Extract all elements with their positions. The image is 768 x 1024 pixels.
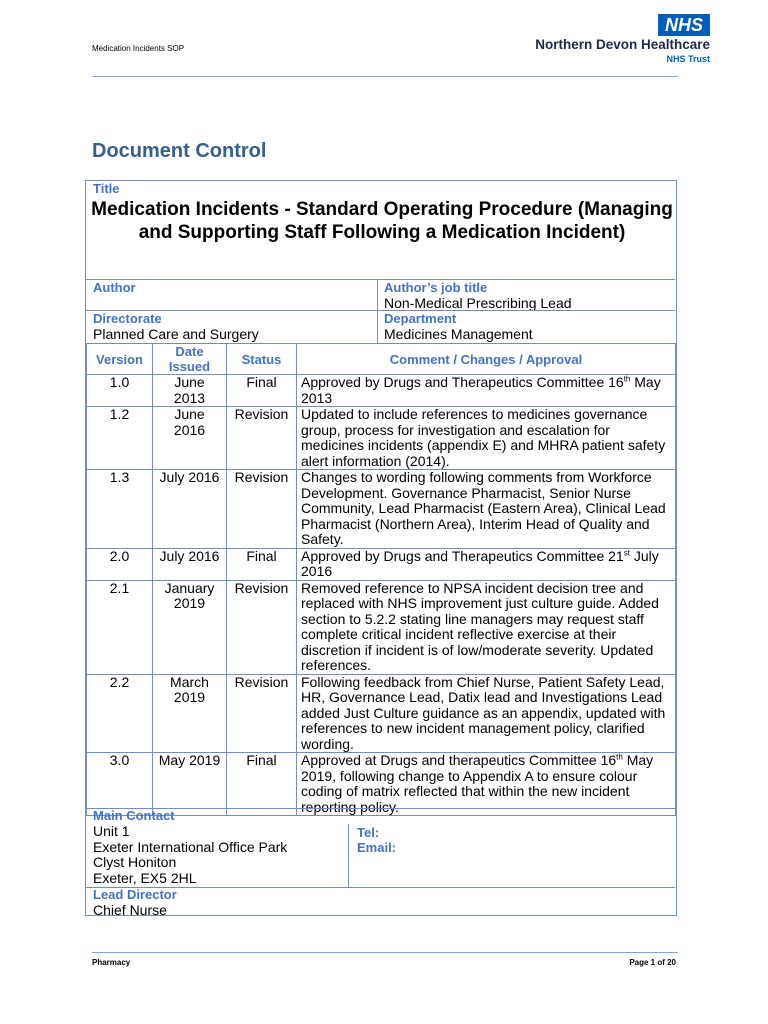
tel-label: Tel: <box>357 825 380 840</box>
footer-divider <box>92 952 678 953</box>
divider <box>86 279 675 280</box>
version-cell: 2.1 <box>87 580 153 674</box>
version-cell: 1.2 <box>87 407 153 470</box>
status-cell: Revision <box>227 407 297 470</box>
column-header-status: Status <box>227 344 297 375</box>
directorate-label: Directorate <box>93 311 162 326</box>
author-label: Author <box>93 280 136 295</box>
department-value: Medicines Management <box>384 326 533 342</box>
address-line: Exeter, EX5 2HL <box>93 869 197 886</box>
table-row <box>87 375 676 407</box>
version-cell: 2.2 <box>87 674 153 753</box>
header-doc-name: Medication Incidents SOP <box>92 44 185 53</box>
lead-director-label: Lead Director <box>93 887 177 902</box>
comment-cell: Approved by Drugs and Therapeutics Committee 16th May 2013 <box>297 375 676 407</box>
date-cell: June 2016 <box>153 407 227 470</box>
job-title-value: Non-Medical Prescribing Lead <box>384 295 572 311</box>
header-divider <box>92 76 678 77</box>
email-label: Email: <box>357 840 397 855</box>
comment-cell: Changes to wording following comments from Workforce Development. Governance Pharmacist, Senior Nurse Community, Lead Pharmacist (Eastern Area), Clinical Lead Pharmacist (Northern Area), Interim Head of Quality and Safety. <box>297 470 676 549</box>
organisation-name: Northern Devon Healthcare <box>535 37 710 52</box>
column-header-comment: Comment / Changes / Approval <box>297 344 676 375</box>
page-title: Document Control <box>92 140 267 162</box>
status-cell: Final <box>227 548 297 580</box>
main-title: Medication Incidents - Standard Operating Procedure (Managing and Supporting Staff Following a Medication Incident) <box>91 199 673 243</box>
page-number: Page 1 of 20 <box>629 958 676 967</box>
divider <box>86 310 675 311</box>
table-row <box>87 580 676 674</box>
document-control-table <box>85 180 677 916</box>
comment-cell: Removed reference to NPSA incident decision tree and replaced with NHS improvement just culture guide. Added section to 5.2.2 stating line managers may request staff complete critical incident reflective exercise at their discretion if incident is of low/moderate severity. Updated references. <box>297 580 676 674</box>
version-cell: 2.0 <box>87 548 153 580</box>
date-cell: January 2019 <box>153 580 227 674</box>
title-label: Title <box>93 181 120 196</box>
status-cell: Revision <box>227 580 297 674</box>
address-line: Unit 1 <box>93 823 130 839</box>
table-row <box>87 407 676 470</box>
revision-history-table <box>86 343 676 816</box>
nhs-logo: NHS <box>658 14 710 36</box>
version-cell: 1.0 <box>87 375 153 407</box>
status-cell: Final <box>227 753 297 816</box>
lead-director-value: Chief Nurse <box>93 902 167 918</box>
divider <box>348 824 349 887</box>
address-line: Exeter International Office Park <box>93 838 288 855</box>
department-label: Department <box>384 311 457 326</box>
table-row <box>87 470 676 549</box>
comment-cell: Following feedback from Chief Nurse, Patient Safety Lead, HR, Governance Lead, Datix lead and Investigations Lead added Just Culture guidance as an appendix, updated with references to new incident management policy, clarified wording. <box>297 674 676 753</box>
job-title-label: Author’s job title <box>384 280 488 295</box>
status-cell: Revision <box>227 470 297 549</box>
comment-cell: Approved at Drugs and therapeutics Committee 16th May 2019, following change to Appendix A to ensure colour coding of matrix reflected that within the new incident reporting policy. <box>297 753 676 816</box>
column-header-version: Version <box>87 344 153 375</box>
main-contact-label: Main Contact <box>93 808 175 823</box>
trust-name: NHS Trust <box>666 54 710 64</box>
revision-rows <box>87 375 676 816</box>
directorate-value: Planned Care and Surgery <box>93 326 259 342</box>
table-row <box>87 548 676 580</box>
address-block <box>93 824 287 886</box>
date-cell: July 2016 <box>153 470 227 549</box>
comment-cell: Approved by Drugs and Therapeutics Committee 21st July 2016 <box>297 548 676 580</box>
status-cell: Final <box>227 375 297 407</box>
date-cell: June 2013 <box>153 375 227 407</box>
version-cell: 3.0 <box>87 753 153 816</box>
column-header-date-issued: Date Issued <box>153 344 227 375</box>
table-row <box>87 753 676 816</box>
divider <box>377 279 378 343</box>
footer-department: Pharmacy <box>92 958 131 967</box>
date-cell: July 2016 <box>153 548 227 580</box>
date-cell: March 2019 <box>153 674 227 753</box>
version-cell: 1.3 <box>87 470 153 549</box>
address-line: Clyst Honiton <box>93 854 177 870</box>
table-row <box>87 674 676 753</box>
comment-cell: Updated to include references to medicines governance group, process for investigation and escalation for medicines incidents (appendix E) and MHRA patient safety alert information (2014). <box>297 407 676 470</box>
status-cell: Revision <box>227 674 297 753</box>
date-cell: May 2019 <box>153 753 227 816</box>
